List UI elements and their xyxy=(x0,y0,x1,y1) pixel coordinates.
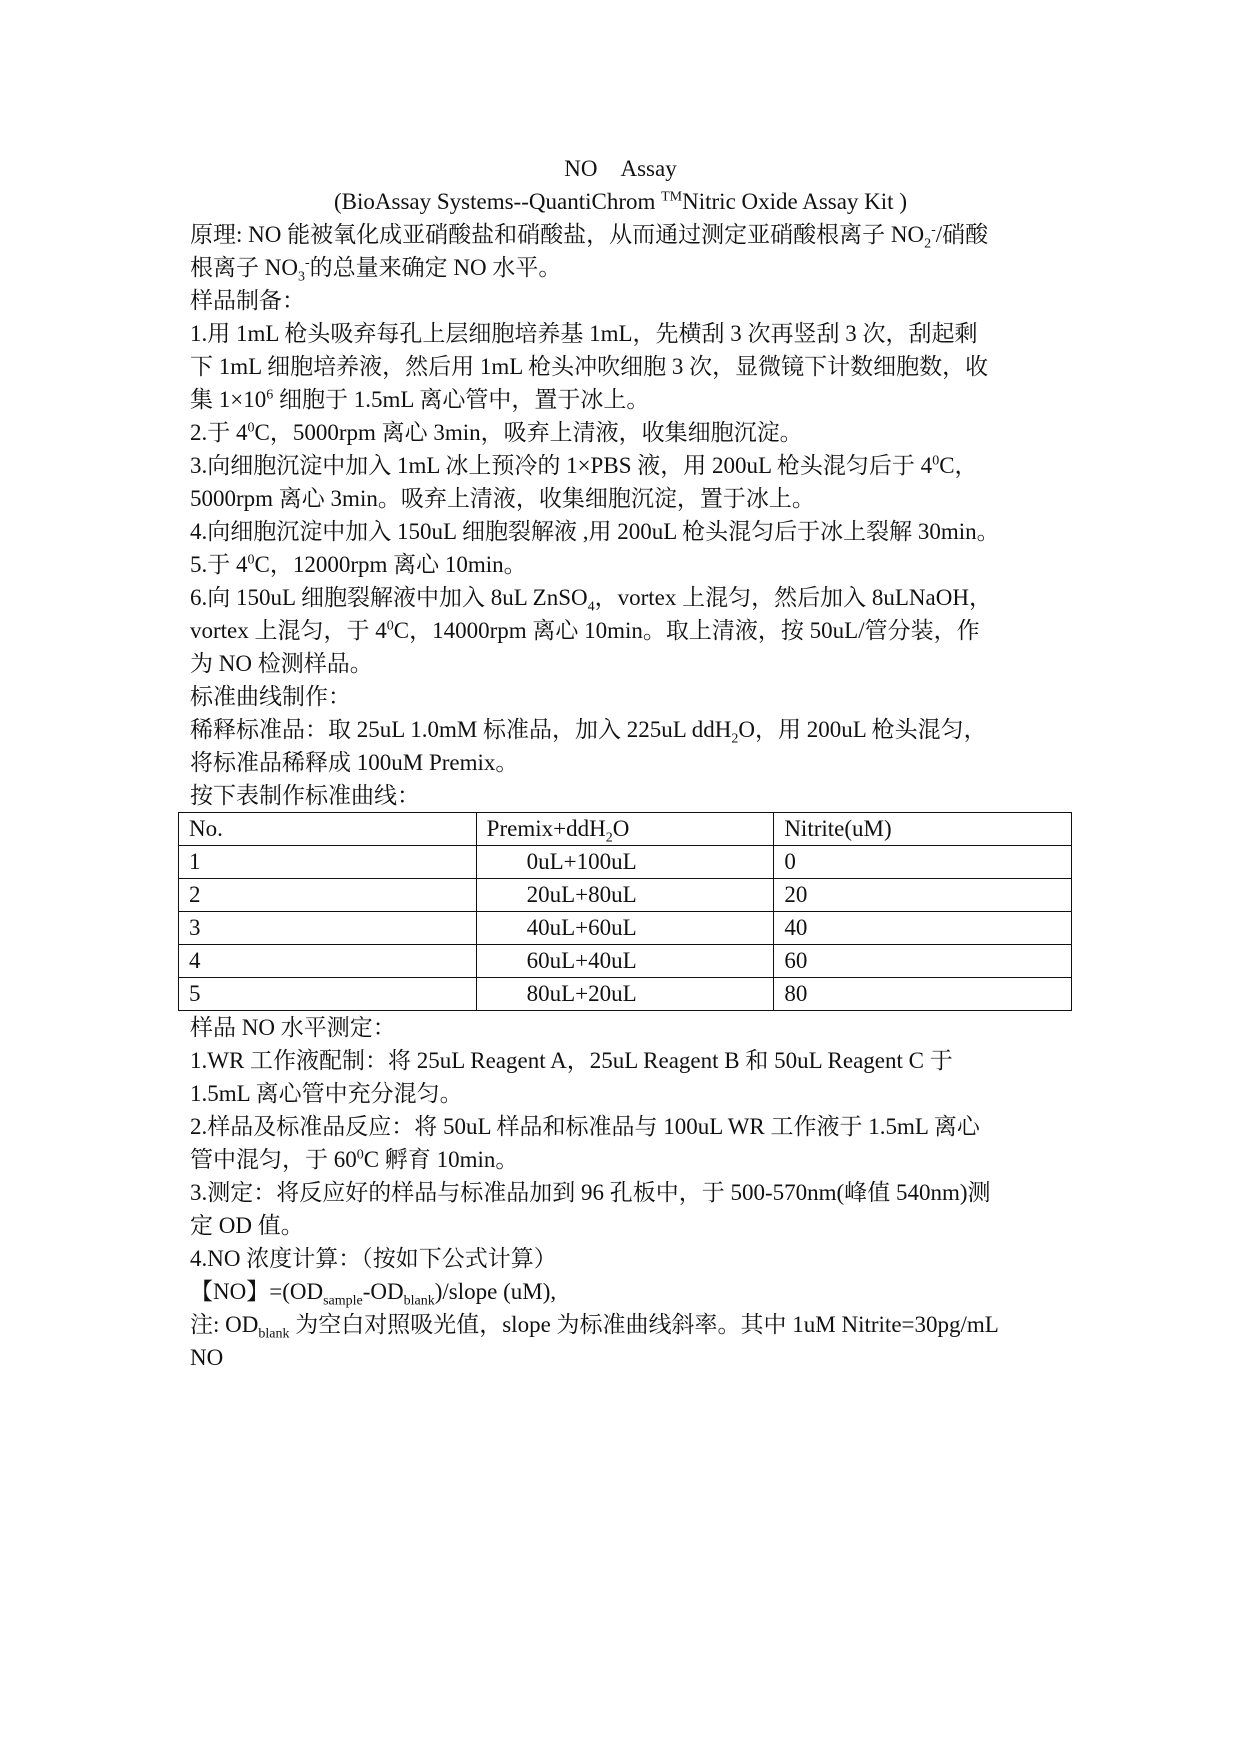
cell-mix: 0uL+100uL xyxy=(476,846,774,879)
cell-mix: 20uL+80uL xyxy=(476,879,774,912)
cell-no: 2 xyxy=(179,879,477,912)
cell-no: 4 xyxy=(179,945,477,978)
cell-nitrite: 0 xyxy=(774,846,1072,879)
cell-nitrite: 60 xyxy=(774,945,1072,978)
subtitle-text-end: Nitric Oxide Assay Kit ) xyxy=(682,189,907,214)
measure-step-2-line-2: 管中混匀，于 $60^0C$ 孵育 10min。 xyxy=(190,1147,519,1172)
prep-step-6-line-2: vortex 上混匀，于 $4^0C$，14000rpm 离心 10min。取上清液，按 50uL/管分装，作 xyxy=(190,618,980,643)
document-subtitle xyxy=(0,185,1241,218)
cell-mix: 80uL+20uL xyxy=(476,978,774,1011)
subtitle-text-start: (BioAssay Systems--QuantiChrom xyxy=(334,189,662,214)
document-body xyxy=(190,218,1070,1374)
prep-step-4: 4.向细胞沉淀中加入 150uL 细胞裂解液 ,用 200uL 枪头混匀后于冰上裂解 30min。 xyxy=(190,519,1000,544)
cell-no: 3 xyxy=(179,912,477,945)
table-intro: 按下表制作标准曲线： xyxy=(190,783,420,808)
dilution-line-2: 将标准品稀释成 100uM Premix。 xyxy=(190,750,519,775)
measure-step-1-line-1: 1.WR 工作液配制：将 25uL Reagent A，25uL Reagent B 和 50uL Reagent C 于 xyxy=(190,1048,953,1073)
prep-step-1-line-3: 集 $1\times 10^6$ 细胞于 1.5mL 离心管中，置于冰上。 xyxy=(190,387,650,412)
measure-step-4: 4.NO 浓度计算：（按如下公式计算） xyxy=(190,1246,557,1271)
table-header-row xyxy=(179,813,1072,846)
prep-step-3-line-2: 5000rpm 离心 3min。吸弃上清液，收集细胞沉淀，置于冰上。 xyxy=(190,486,815,511)
table-row xyxy=(179,912,1072,945)
header-no: No. xyxy=(179,813,477,846)
prep-step-3-line-1: 3.向细胞沉淀中加入 1mL 冰上预冷的 1×PBS 液，用 200uL 枪头混匀后于 $4^0C$， xyxy=(190,453,978,478)
dilution-line-1: 稀释标准品：取 25uL 1.0mM 标准品，加入 225uL ddH$_2$O，用 200uL 枪头混匀， xyxy=(190,717,987,747)
table-row xyxy=(179,978,1072,1011)
standard-curve-heading: 标准曲线制作： xyxy=(190,684,351,709)
cell-nitrite: 20 xyxy=(774,879,1072,912)
principle-line-2: 根离子 $NO_3^-$的总量来确定 NO 水平。 xyxy=(190,255,562,285)
prep-step-1-line-1: 1.用 1mL 枪头吸弃每孔上层细胞培养基 1mL，先横刮 3 次再竖刮 3 次，刮起剩 xyxy=(190,321,978,346)
formula: 【NO】$=(OD_{sample}-OD_{blank})$/slope (uM), xyxy=(190,1279,557,1309)
note-line-1: 注: $OD_{blank}$ 为空白对照吸光值，slope 为标准曲线斜率。其中 1uM Nitrite=30pg/mL xyxy=(190,1312,999,1342)
principle-line-1: 原理: NO 能被氧化成亚硝酸盐和硝酸盐，从而通过测定亚硝酸根离子 $NO_2^-/$硝酸 xyxy=(190,222,989,252)
prep-step-5: 5.于 $4^0C$，12000rpm 离心 10min。 xyxy=(190,552,527,577)
cell-mix: 40uL+60uL xyxy=(476,912,774,945)
prep-step-6-line-3: 为 NO 检测样品。 xyxy=(190,651,373,676)
table-row xyxy=(179,879,1072,912)
cell-nitrite: 40 xyxy=(774,912,1072,945)
header-premix: Premix+ddH$_2$O xyxy=(476,813,774,846)
measure-step-3-line-1: 3.测定：将反应好的样品与标准品加到 96 孔板中，于 500-570nm(峰值 540nm)测 xyxy=(190,1180,991,1205)
cell-no: 1 xyxy=(179,846,477,879)
cell-no: 5 xyxy=(179,978,477,1011)
table-row xyxy=(179,945,1072,978)
cell-mix: 60uL+40uL xyxy=(476,945,774,978)
sample-prep-heading: 样品制备： xyxy=(190,288,305,313)
header-nitrite: Nitrite(uM) xyxy=(774,813,1072,846)
document-title xyxy=(0,152,1241,185)
cell-nitrite: 80 xyxy=(774,978,1072,1011)
measurement-heading: 样品 NO 水平测定： xyxy=(190,1015,396,1040)
table-row xyxy=(179,846,1072,879)
note-line-2: NO xyxy=(190,1345,224,1370)
measure-step-3-line-2: 定 OD 值。 xyxy=(190,1213,304,1238)
prep-step-6-line-1: 6.向 150uL 细胞裂解液中加入 8uL ZnSO$_4$，vortex 上混匀，然后加入 8uLNaOH， xyxy=(190,585,992,615)
prep-step-2: 2.于 $4^0C$，5000rpm 离心 3min，吸弃上清液，收集细胞沉淀。 xyxy=(190,420,803,445)
measure-step-1-line-2: 1.5mL 离心管中充分混匀。 xyxy=(190,1081,463,1106)
prep-step-1-line-2: 下 1mL 细胞培养液，然后用 1mL 枪头冲吹细胞 3 次，显微镜下计数细胞数，收 xyxy=(190,354,989,379)
measure-step-2-line-1: 2.样品及标准品反应：将 50uL 样品和标准品与 100uL WR 工作液于 1.5mL 离心 xyxy=(190,1114,980,1139)
trademark-mark: TM xyxy=(661,189,683,205)
title-text: NO Assay xyxy=(564,156,677,181)
standard-curve-table xyxy=(178,812,1072,1011)
